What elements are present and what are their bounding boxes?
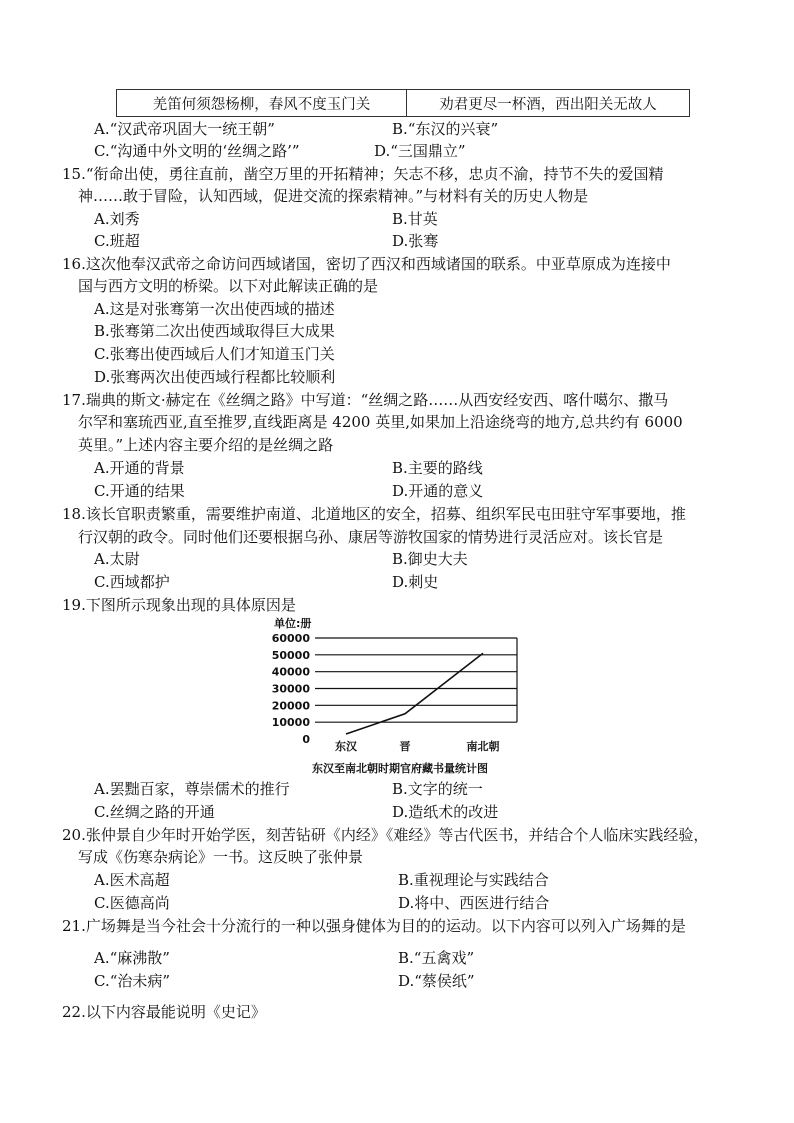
chart-y-tick-label: 60000 — [271, 632, 310, 645]
q16-option-d: D.张骞两次出使西域行程都比较顺利 — [94, 368, 336, 386]
q22-stem: 22.以下内容最能说明《史记》 — [62, 1003, 266, 1021]
chart-y-tick-label: 40000 — [271, 665, 310, 679]
poem-cell-right: 劝君更尽一杯酒，西出阳关无故人 — [407, 90, 690, 117]
poem-table — [116, 89, 690, 117]
q15-option-d: D.张骞 — [392, 232, 439, 250]
q17-option-c: C.开通的结果 — [94, 482, 185, 500]
q19-stem: 19.下图所示现象出现的具体原因是 — [62, 596, 296, 614]
q15-stem-line1: 15.“衔命出使，勇往直前，凿空万里的开拓精神；矢志不移，忠贞不渝，持节不失的爱国精 — [62, 165, 664, 183]
chart-x-tick-labels — [335, 739, 500, 753]
q16-option-a: A.这是对张骞第一次出使西域的描述 — [94, 300, 335, 318]
chart-x-tick-label: 东汉 — [335, 740, 357, 753]
q18-option-c: C.西域都护 — [94, 573, 170, 591]
q18-stem-line1: 18.该长官职责繁重，需要维护南道、北道地区的安全，招募、组织军民屯田驻守军事要地，推 — [62, 505, 686, 523]
q16-stem-line1: 16.这次他奉汉武帝之命访问西域诸国，密切了西汉和西域诸国的联系。中亚草原成为连接中 — [62, 255, 671, 273]
chart-x-tick-label: 晋 — [399, 740, 411, 753]
chart-unit-label: 单位:册 — [274, 617, 312, 630]
q14-option-c: C.“沟通中外文明的‘丝绸之路’” — [94, 142, 300, 160]
chart-x-tick-label: 南北朝 — [466, 740, 500, 753]
chart-y-tick-label: 0 — [302, 733, 310, 746]
chart-y-tick-label: 20000 — [271, 699, 310, 713]
q20-option-a: A.医术高超 — [94, 871, 170, 889]
q17-stem-line1: 17.瑞典的斯文·赫定在《丝绸之路》中写道：“丝绸之路……从西安经安西、喀什噶尔、撒马 — [62, 391, 669, 409]
q15-option-a: A.刘秀 — [94, 210, 140, 228]
q19-option-c: C.丝绸之路的开通 — [94, 803, 215, 821]
q15-option-c: C.班超 — [94, 232, 140, 250]
q20-option-d: D.将中、西医进行结合 — [398, 894, 550, 912]
bookcount-line-chart — [270, 616, 530, 778]
q18-option-b: B.御史大夫 — [392, 550, 468, 568]
q21-stem: 21.广场舞是当今社会十分流行的一种以强身健体为目的的运动。以下内容可以列入广场舞的是 — [62, 917, 686, 935]
q16-option-c: C.张骞出使西域后人们才知道玉门关 — [94, 345, 335, 363]
q15-option-b: B.甘英 — [392, 210, 438, 228]
q21-option-c: C.“治未病” — [94, 972, 171, 990]
q20-stem-line2: 写成《伤寒杂病论》一书。这反映了张仲景 — [78, 848, 364, 866]
q15-stem-line2: 神……敢于冒险，认知西域，促进交流的探索精神。”与材料有关的历史人物是 — [78, 187, 589, 205]
chart-y-tick-label: 50000 — [271, 648, 310, 662]
q18-option-d: D.刺史 — [392, 573, 439, 591]
q19-option-d: D.造纸术的改进 — [392, 803, 499, 821]
q17-stem-line3: 英里。”上述内容主要介绍的是丝绸之路 — [78, 436, 334, 454]
chart-y-tick-label: 10000 — [271, 716, 310, 730]
q20-option-c: C.医德高尚 — [94, 894, 170, 912]
q21-option-d: D.“蔡侯纸” — [398, 972, 475, 990]
q19-option-a: A.罢黜百家，尊崇儒术的推行 — [94, 780, 290, 798]
q16-option-b: B.张骞第二次出使西域取得巨大成果 — [94, 322, 335, 340]
q17-option-a: A.开通的背景 — [94, 459, 185, 477]
q20-option-b: B.重视理论与实践结合 — [398, 871, 549, 889]
q17-option-d: D.开通的意义 — [392, 482, 484, 500]
q19-option-b: B.文字的统一 — [392, 780, 483, 798]
poem-cell-left: 羌笛何须怨杨柳，春风不度玉门关 — [117, 90, 407, 117]
chart-y-tick-label: 30000 — [271, 682, 310, 696]
q18-stem-line2: 行汉朝的政令。同时他们还要根据乌孙、康居等游牧国家的情势进行灵活应对。该长官是 — [78, 528, 664, 546]
chart-gridlines — [315, 638, 517, 722]
q14-option-d: D.“三国鼎立” — [374, 142, 466, 160]
q17-stem-line2: 尔罕和塞琉西亚,直至推罗,直线距离是 4200 英里,如果加上沿途绕弯的地方,总共约有 6000 — [78, 413, 683, 431]
chart-y-tick-labels — [272, 632, 311, 746]
q17-option-b: B.主要的路线 — [392, 459, 483, 477]
q21-option-b: B.“五禽戏” — [398, 949, 475, 967]
q21-option-a: A.“麻沸散” — [94, 949, 170, 967]
q14-option-a: A.“汉武帝巩固大一统王朝” — [94, 120, 275, 138]
q16-stem-line2: 国与西方文明的桥梁。以下对此解读正确的是 — [78, 277, 379, 295]
q20-stem-line1: 20.张仲景自少年时开始学医，刻苦钻研《内经》《难经》等古代医书，并结合个人临床实践经验， — [62, 826, 709, 844]
q14-option-b: B.“东汉的兴衰” — [392, 120, 499, 138]
chart-caption: 东汉至南北朝时期官府藏书量统计图 — [312, 762, 488, 775]
q18-option-a: A.太尉 — [94, 550, 140, 568]
